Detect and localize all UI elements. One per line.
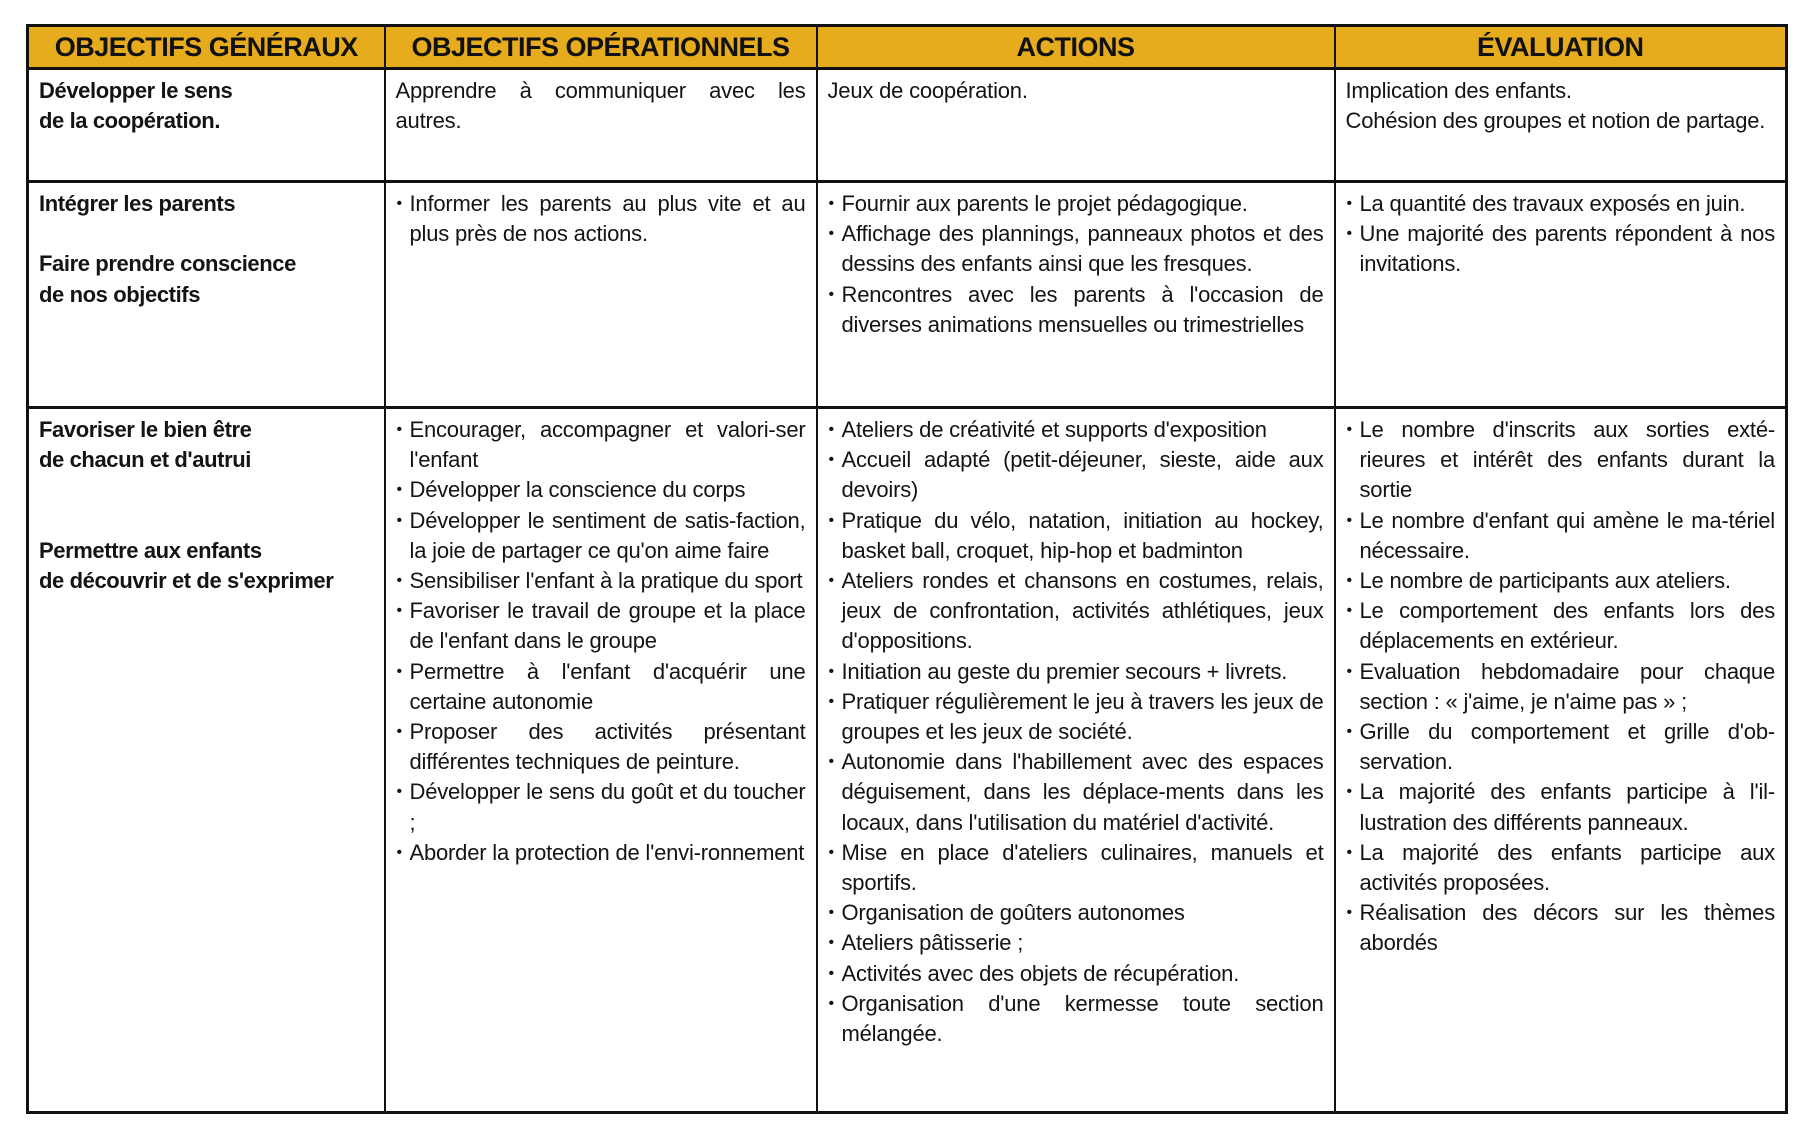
bullet-icon: • xyxy=(1346,225,1352,243)
evaluation-item xyxy=(1346,219,1776,279)
general-objective-line: Faire prendre conscience xyxy=(39,251,296,277)
operational-objective-item xyxy=(396,475,806,505)
evaluation-item xyxy=(1346,506,1776,566)
evaluation-item xyxy=(1346,657,1776,717)
bullet-icon: • xyxy=(1346,602,1352,620)
actions-list xyxy=(828,189,1324,340)
general-objective-cell xyxy=(28,69,385,182)
evaluation-cell xyxy=(1335,408,1787,1113)
evaluation-item-text: Grille du comportement et grille d'ob-servation. xyxy=(1359,719,1775,775)
action-item xyxy=(828,898,1324,928)
bullet-icon: • xyxy=(1346,511,1352,529)
bullet-icon: • xyxy=(828,285,834,303)
action-item-text: Pratiquer régulièrement le jeu à travers les jeux de groupes et les jeux de société. xyxy=(841,688,1324,745)
bullet-icon: • xyxy=(396,421,402,438)
evaluation-item xyxy=(1346,415,1776,506)
action-item-text: Ateliers rondes et chansons en costumes, relais, jeux de confrontation, activités athlétiques, jeux d'oppositions. xyxy=(841,568,1324,654)
evaluation-item-text: Le comportement des enfants lors des déplacements en extérieur. xyxy=(1359,598,1775,654)
bullet-icon: • xyxy=(396,195,402,212)
evaluation-cell xyxy=(1335,69,1787,182)
spacer xyxy=(39,475,374,535)
bullet-icon: • xyxy=(396,572,402,590)
evaluation-item-text: La quantité des travaux exposés en juin. xyxy=(1359,191,1746,216)
operational-objective-item xyxy=(396,566,806,596)
general-objective xyxy=(39,76,374,136)
bullet-icon: • xyxy=(1346,783,1352,801)
bullet-icon: • xyxy=(828,662,834,680)
bullet-icon: • xyxy=(396,511,402,529)
operational-objective-cell xyxy=(385,408,817,1113)
bullet-icon: • xyxy=(1346,843,1352,861)
bullet-icon: • xyxy=(828,843,834,861)
evaluation-item-text: Le nombre d'inscrits aux sorties exté-rieures et intérêt des enfants durant la sortie xyxy=(1359,417,1775,503)
action-item xyxy=(828,687,1324,747)
evaluation-item xyxy=(1346,898,1776,958)
bullet-icon: • xyxy=(828,421,834,438)
bullet-icon: • xyxy=(828,195,834,212)
action-item xyxy=(828,189,1324,219)
general-objective-line: de la coopération. xyxy=(39,108,221,134)
operational-objective-item-text: Développer le sentiment de satis-faction, la joie de partager ce qu'on aime faire xyxy=(409,507,806,563)
action-item xyxy=(828,959,1324,989)
action-item xyxy=(828,219,1324,279)
action-item xyxy=(828,989,1324,1049)
operational-objective-item xyxy=(396,189,806,249)
actions-cell xyxy=(817,182,1335,408)
bullet-icon: • xyxy=(1346,904,1352,922)
action-item xyxy=(828,928,1324,958)
operational-objective-item-text: Sensibiliser l'enfant à la pratique du sport xyxy=(409,568,803,594)
actions-list xyxy=(828,415,1324,1049)
bullet-icon: • xyxy=(828,451,834,469)
bullet-icon: • xyxy=(396,602,402,620)
bullet-icon: • xyxy=(828,934,834,952)
operational-objective-cell xyxy=(385,182,817,408)
general-objective-line: Permettre aux enfants xyxy=(39,537,262,563)
bullet-icon: • xyxy=(828,572,834,590)
bullet-icon: • xyxy=(1346,572,1352,590)
action-item xyxy=(828,657,1324,687)
operational-objective-item-text: Développer le sens du goût et du toucher ; xyxy=(409,779,806,835)
bullet-icon: • xyxy=(396,662,402,680)
bullet-icon: • xyxy=(396,723,402,741)
bullet-icon: • xyxy=(396,843,402,861)
bullet-icon: • xyxy=(828,904,834,922)
actions-cell xyxy=(817,408,1335,1113)
evaluation-item xyxy=(1346,189,1776,219)
bullet-icon: • xyxy=(828,511,834,529)
general-objective-line: de nos objectifs xyxy=(39,281,201,307)
bullet-icon: • xyxy=(1346,421,1352,438)
operational-objective-item xyxy=(396,777,806,837)
action-item-text: Fournir aux parents le projet pédagogique. xyxy=(841,191,1248,216)
header-general-objectives: OBJECTIFS GÉNÉRAUX xyxy=(28,26,385,69)
bullet-icon: • xyxy=(828,692,834,710)
action-item-text: Initiation au geste du premier secours + livrets. xyxy=(841,658,1288,684)
bullet-icon: • xyxy=(396,783,402,801)
evaluation-item-text: La majorité des enfants participe à l'il-lustration des différents panneaux. xyxy=(1359,779,1775,835)
action-item-text: Organisation de goûters autonomes xyxy=(841,900,1185,926)
evaluation-list xyxy=(1346,415,1776,959)
bullet-icon: • xyxy=(828,753,834,771)
operational-objective-cell xyxy=(385,69,817,182)
operational-objective-item-text: Proposer des activités présentant différentes techniques de peinture. xyxy=(409,719,806,775)
evaluation-item-text: Réalisation des décors sur les thèmes abordés xyxy=(1359,900,1775,956)
spacer xyxy=(39,219,374,249)
action-item xyxy=(828,747,1324,838)
action-item-text: Accueil adapté (petit-déjeuner, sieste, aide aux devoirs) xyxy=(841,447,1324,503)
header-actions: ACTIONS xyxy=(817,26,1335,69)
operational-objective-item xyxy=(396,838,806,868)
operational-objective-item xyxy=(396,717,806,777)
action-item-text: Ateliers de créativité et supports d'exposition xyxy=(841,417,1267,442)
header-evaluation: ÉVALUATION xyxy=(1335,26,1787,69)
evaluation-item xyxy=(1346,566,1776,596)
general-objective-line: de découvrir et de s'exprimer xyxy=(39,568,334,593)
bullet-icon: • xyxy=(828,225,834,243)
action-item xyxy=(828,280,1324,340)
action-item-text: Mise en place d'ateliers culinaires, manuels et sportifs. xyxy=(841,839,1324,896)
operational-objective-item-text: Permettre à l'enfant d'acquérir une certaine autonomie xyxy=(409,658,806,714)
objectives-table xyxy=(26,24,1788,1114)
evaluation-item xyxy=(1346,838,1776,898)
operational-objective-item-text: Encourager, accompagner et valori-ser l'enfant xyxy=(409,417,806,473)
action-text: Jeux de coopération. xyxy=(827,78,1028,103)
bullet-icon: • xyxy=(828,964,834,982)
table-row xyxy=(28,182,1787,408)
operational-objective-item-text: Aborder la protection de l'envi-ronnement xyxy=(409,839,805,865)
evaluation-item xyxy=(1346,777,1776,837)
general-objective-line: de chacun et d'autrui xyxy=(39,447,251,473)
bullet-icon: • xyxy=(396,481,402,499)
evaluation-item-text: Le nombre de participants aux ateliers. xyxy=(1359,568,1731,594)
action-item-text: Affichage des plannings, panneaux photos et des dessins des enfants ainsi que les fresques. xyxy=(841,221,1324,277)
action-item-text: Ateliers pâtisserie ; xyxy=(841,930,1024,956)
action-item xyxy=(828,506,1324,566)
general-objective-line: Intégrer les parents xyxy=(39,191,236,216)
bullet-icon: • xyxy=(1346,662,1352,680)
evaluation-text xyxy=(1346,76,1776,136)
evaluation-item-text: Le nombre d'enfant qui amène le ma-tériel nécessaire. xyxy=(1359,507,1775,563)
bullet-icon: • xyxy=(1346,195,1352,212)
evaluation-item-text: Evaluation hebdomadaire pour chaque section : « j'aime, je n'aime pas » ; xyxy=(1359,658,1775,714)
bullet-icon: • xyxy=(1346,723,1352,741)
general-objective-cell xyxy=(28,408,385,1113)
action-item-text: Activités avec des objets de récupération. xyxy=(841,960,1240,986)
operational-objective-item xyxy=(396,657,806,717)
general-objective xyxy=(39,189,374,310)
operational-objective-item xyxy=(396,596,806,656)
action-item-text: Autonomie dans l'habillement avec des espaces déguisement, dans les déplace-ments dans les locaux, dans l'utilisation du matériel d'activité. xyxy=(841,749,1324,835)
header-operational-objectives: OBJECTIFS OPÉRATIONNELS xyxy=(385,26,817,69)
action-item xyxy=(828,445,1324,505)
actions-cell xyxy=(817,69,1335,182)
operational-objective-item-text: Informer les parents au plus vite et au plus près de nos actions. xyxy=(409,191,806,247)
evaluation-list xyxy=(1346,189,1776,280)
action-item xyxy=(828,566,1324,657)
evaluation-item-text: La majorité des enfants participe aux activités proposées. xyxy=(1359,839,1775,896)
operational-objective-item-text: Développer la conscience du corps xyxy=(409,477,746,503)
operational-objective-item-text: Favoriser le travail de groupe et la place de l'enfant dans le groupe xyxy=(409,598,806,654)
evaluation-item-text: Une majorité des parents répondent à nos invitations. xyxy=(1359,221,1775,277)
action-item-text: Organisation d'une kermesse toute section mélangée. xyxy=(841,990,1324,1047)
evaluation-cell xyxy=(1335,182,1787,408)
operational-objective-item xyxy=(396,506,806,566)
operational-objective-list xyxy=(396,189,806,249)
general-objective xyxy=(39,415,374,596)
action-item xyxy=(828,838,1324,898)
evaluation-line: Implication des enfants. xyxy=(1345,78,1572,103)
action-item-text: Pratique du vélo, natation, initiation au hockey, basket ball, croquet, hip-hop et badminton xyxy=(841,507,1324,563)
evaluation-line: Cohésion des groupes et notion de partage. xyxy=(1345,108,1766,134)
evaluation-item xyxy=(1346,596,1776,656)
action-item-text: Rencontres avec les parents à l'occasion de diverses animations mensuelles ou trimestrielles xyxy=(841,281,1324,337)
operational-objective-item xyxy=(396,415,806,475)
table-row xyxy=(28,69,1787,182)
general-objective-line: Favoriser le bien être xyxy=(39,417,252,442)
general-objective-cell xyxy=(28,182,385,408)
general-objective-line: Développer le sens xyxy=(39,78,233,103)
bullet-icon: • xyxy=(828,994,834,1012)
operational-objective-text: Apprendre à communiquer avec les autres. xyxy=(395,78,806,134)
header-row xyxy=(28,26,1787,69)
table-row xyxy=(28,408,1787,1113)
evaluation-item xyxy=(1346,717,1776,777)
operational-objective-list xyxy=(396,415,806,868)
action-item xyxy=(828,415,1324,445)
